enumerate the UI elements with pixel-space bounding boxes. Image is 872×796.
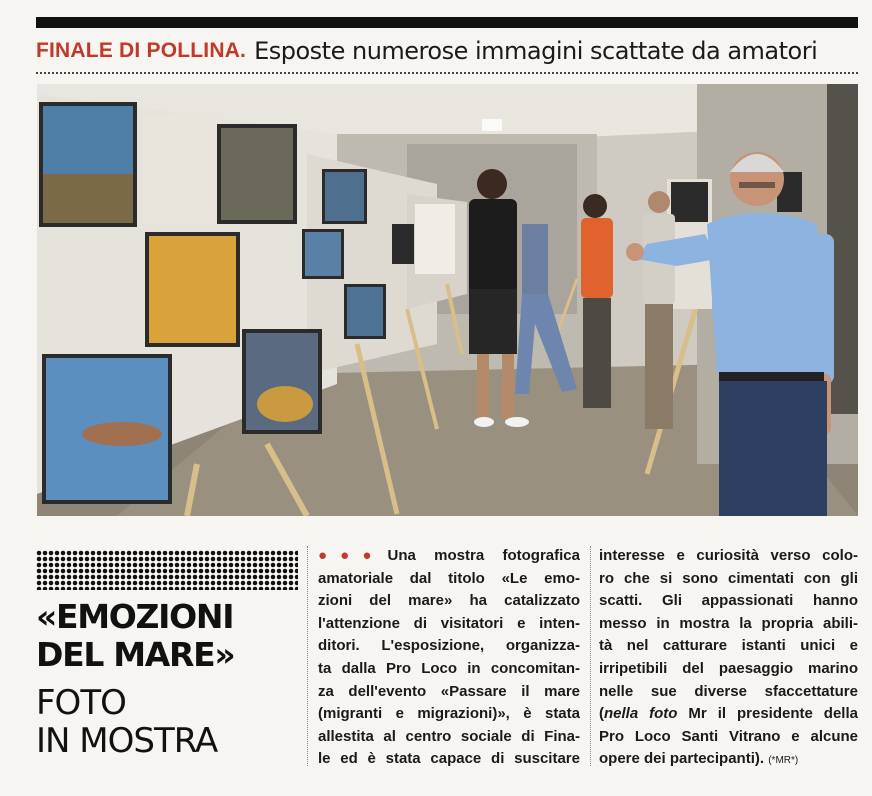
body-line: interesse e curiosità verso colo- <box>599 547 858 564</box>
lead-dots-icon: ●●● <box>318 547 385 564</box>
subtitle-line-1: FOTO <box>36 683 126 723</box>
subtitle-line-2: IN MOSTRA <box>36 721 218 761</box>
halftone-dot-band <box>36 550 298 590</box>
body-line: tà nel catturare istanti unici e <box>599 637 858 655</box>
caption-line: (nella foto Mr il presidente della <box>599 705 858 723</box>
exhibition-photo <box>37 84 858 516</box>
article-column-1 <box>318 545 580 771</box>
body-line: ●●● Una mostra fotografica <box>318 547 580 564</box>
title-line-2: DEL MARE» <box>36 635 235 674</box>
exhibition-hall-illustration <box>37 84 858 516</box>
dotted-divider <box>36 72 858 74</box>
body-line: l'attenzione di visitatori e inten- <box>318 614 580 632</box>
article-header <box>36 32 858 70</box>
headline: Esposte numerose immagini scattate da amatori <box>254 37 818 65</box>
body-line: scatti. Gli appassionati hanno <box>599 592 858 610</box>
body-line: ro che si sono cimentati con gli <box>599 569 858 587</box>
author-credit: (*MR*) <box>768 755 799 767</box>
body-line: le ed è stata capace di suscitare <box>318 750 580 768</box>
body-line: nelle sue diverse sfaccettature <box>599 682 858 700</box>
body-line: amatoriale dal titolo «Le emo- <box>318 569 580 587</box>
body-line: irripetibili del paesaggio marino <box>599 659 858 677</box>
column-rule-2 <box>590 546 591 766</box>
feature-subtitle <box>36 684 298 760</box>
feature-title <box>36 598 298 674</box>
top-rule <box>36 17 858 28</box>
article-column-2 <box>599 545 858 773</box>
body-line: ditori. L'esposizione, organizza- <box>318 637 580 655</box>
body-line: ta dalla Pro Loco in concomitan- <box>318 659 580 677</box>
caption-line: Pro Loco Santi Vitrano e alcune <box>599 727 858 745</box>
body-line: za dell'evento «Passare il mare <box>318 682 580 700</box>
column-rule-1 <box>307 546 308 766</box>
body-line: messo in mostra la propria abili- <box>599 614 858 632</box>
caption-line: opere dei partecipanti). (*MR*) <box>599 750 799 768</box>
body-line: allestita al centro sociale di Fina- <box>318 727 580 745</box>
caption-italic: nella foto <box>604 705 678 723</box>
title-line-1: «EMOZIONI <box>36 597 234 636</box>
body-line: (migranti e migrazioni)», è stata <box>318 705 580 723</box>
kicker-location: FINALE DI POLLINA. <box>36 39 247 62</box>
body-line: zioni del mare» ha catalizzato <box>318 592 580 610</box>
